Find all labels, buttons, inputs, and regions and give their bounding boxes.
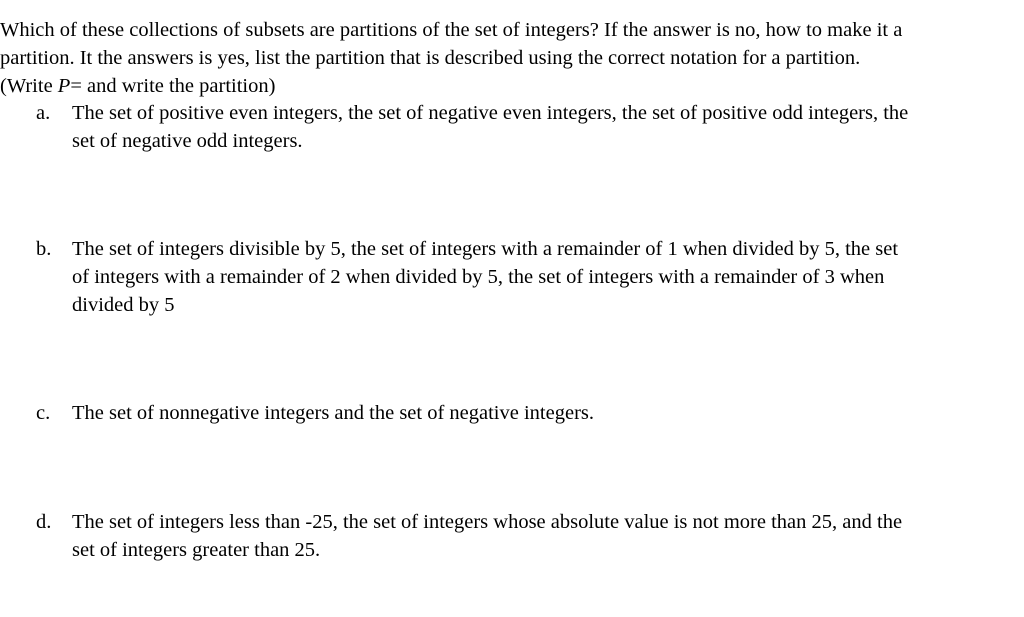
- variable-p: P: [57, 75, 71, 97]
- item-label-b: b.: [36, 238, 52, 260]
- question-item-a: [36, 99, 1011, 155]
- item-label-a: a.: [36, 102, 51, 124]
- intro-line-3-post: = and write the partition): [70, 75, 276, 97]
- item-b-line-3: divided by 5: [72, 294, 175, 316]
- item-b-line-1: The set of integers divisible by 5, the set of integers with a remainder of 1 when divided by 5, the set: [72, 238, 899, 260]
- item-a-line-2: set of negative odd integers.: [72, 130, 303, 152]
- question-item-c: [36, 399, 1011, 427]
- item-c-line-1: The set of nonnegative integers and the set of negative integers.: [72, 402, 594, 424]
- intro-line-3: [0, 72, 1020, 100]
- item-label-d: d.: [36, 511, 52, 533]
- item-label-c: c.: [36, 402, 51, 424]
- item-text-a: [72, 99, 1011, 155]
- intro-line-3-pre: (Write: [0, 75, 58, 97]
- item-text-c: [72, 399, 1011, 427]
- item-d-line-1: The set of integers less than -25, the set of integers whose absolute value is not more than 25, and the: [72, 511, 903, 533]
- question-intro: [0, 16, 1020, 100]
- question-item-d: [36, 508, 1011, 564]
- intro-line-2: partition. It the answers is yes, list the partition that is described using the correct notation for a partition.: [0, 47, 861, 69]
- item-b-line-2: of integers with a remainder of 2 when divided by 5, the set of integers with a remainder of 3 when: [72, 266, 885, 288]
- item-a-line-1: The set of positive even integers, the set of negative even integers, the set of positive odd integers, the: [72, 102, 909, 124]
- item-text-b: [72, 235, 1011, 319]
- intro-line-1: Which of these collections of subsets are partitions of the set of integers? If the answer is no, how to make it a: [0, 19, 903, 41]
- item-d-line-2: set of integers greater than 25.: [72, 539, 321, 561]
- question-item-b: [36, 235, 1011, 319]
- item-text-d: [72, 508, 1011, 564]
